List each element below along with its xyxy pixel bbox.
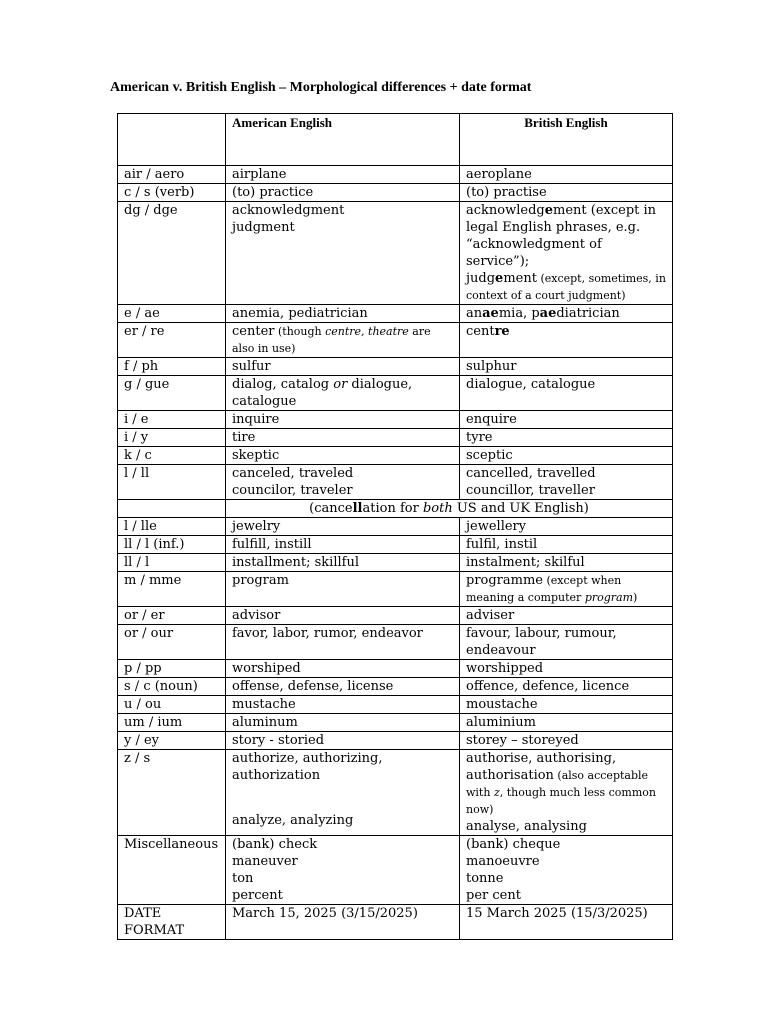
table-row [118, 429, 673, 447]
table-row [118, 500, 673, 518]
text-fragment: ) [633, 591, 638, 604]
table-row [118, 518, 673, 536]
american-cell: jewelry [226, 518, 460, 536]
italic-text: program [584, 591, 634, 604]
american-cell: tire [226, 429, 460, 447]
british-cell: (to) practise [460, 184, 673, 202]
table-row [118, 714, 673, 732]
italic-text: centre, theatre [325, 325, 409, 338]
british-cell: aluminium [460, 714, 673, 732]
american-cell: story - storied [226, 732, 460, 750]
american-cell: mustache [226, 696, 460, 714]
british-cell [460, 750, 673, 836]
table-row [118, 536, 673, 554]
british-line: tonne [466, 871, 504, 886]
row-key: um / ium [118, 714, 226, 732]
table-row [118, 607, 673, 625]
table-row [118, 836, 673, 905]
american-cell [226, 836, 460, 905]
note-text: (except, sometimes, in context of a court judgment) [466, 272, 666, 302]
row-key: g / gue [118, 376, 226, 411]
row-key: i / e [118, 411, 226, 429]
text-fragment: center [232, 324, 275, 339]
text-fragment: dialog, catalog [232, 377, 334, 392]
british-line [466, 270, 666, 304]
british-cell: aeroplane [460, 166, 673, 184]
british-cell: tyre [460, 429, 673, 447]
american-cell [226, 323, 460, 358]
american-cell: advisor [226, 607, 460, 625]
american-cell: aluminum [226, 714, 460, 732]
british-line: per cent [466, 888, 521, 903]
text-fragment: programme [466, 573, 543, 588]
british-cell [460, 572, 673, 607]
table-row [118, 184, 673, 202]
text-fragment: (except when meaning a computer [466, 574, 622, 604]
american-cell [226, 202, 460, 305]
row-key: or / er [118, 607, 226, 625]
american-cell: favor, labor, rumor, endeavor [226, 625, 460, 660]
british-cell [460, 202, 673, 305]
document-title: American v. British English – Morphological differences + date format [110, 80, 532, 95]
row-key: l / lle [118, 518, 226, 536]
text-fragment: diatrician [556, 306, 620, 321]
american-cell: fulfill, instill [226, 536, 460, 554]
british-cell: dialogue, catalogue [460, 376, 673, 411]
british-cell: fulfil, instil [460, 536, 673, 554]
header-cell-empty [118, 114, 226, 166]
italic-text: or [333, 377, 348, 392]
row-key: ll / l [118, 554, 226, 572]
text-fragment: ment (except in legal English phrases, e.g. “acknowledgment of service”); [466, 203, 657, 269]
row-key: l / ll [118, 465, 226, 500]
text-fragment: authorisation [466, 768, 554, 783]
british-cell: worshipped [460, 660, 673, 678]
text-fragment: ation for [362, 501, 423, 516]
british-cell: enquire [460, 411, 673, 429]
text-fragment: (cance [309, 501, 353, 516]
text-fragment: mia, p [498, 306, 540, 321]
spanning-note-cell [226, 500, 673, 518]
text-fragment: (also acceptable with [466, 769, 649, 799]
table-row [118, 465, 673, 500]
british-cell [460, 465, 673, 500]
american-line: acknowledgment [232, 203, 345, 218]
table-row [118, 411, 673, 429]
table-row [118, 696, 673, 714]
american-cell: March 15, 2025 (3/15/2025) [226, 905, 460, 940]
row-key: Miscellaneous [118, 836, 226, 905]
american-cell [226, 465, 460, 500]
american-line: ton [232, 871, 254, 886]
highlight-letters: ae [539, 306, 557, 321]
text-fragment: cent [466, 324, 495, 339]
row-key: ll / l (inf.) [118, 536, 226, 554]
american-cell [226, 750, 460, 836]
american-cell: installment; skillful [226, 554, 460, 572]
row-key: z / s [118, 750, 226, 836]
american-cell [226, 376, 460, 411]
table-row [118, 202, 673, 305]
header-american: American English [226, 114, 460, 166]
british-cell [460, 323, 673, 358]
american-line: canceled, traveled [232, 466, 354, 481]
british-cell [460, 836, 673, 905]
text-fragment: dialogue, catalogue [232, 377, 413, 409]
british-cell [460, 305, 673, 323]
table-row [118, 905, 673, 940]
table-row [118, 323, 673, 358]
british-line: authorise, authorising, [466, 751, 617, 766]
row-key: s / c (noun) [118, 678, 226, 696]
british-cell: storey – storeyed [460, 732, 673, 750]
row-key: k / c [118, 447, 226, 465]
american-line: judgment [232, 220, 295, 235]
italic-text: both [422, 501, 453, 516]
row-key: m / mme [118, 572, 226, 607]
american-cell: program [226, 572, 460, 607]
text-fragment: judg [466, 271, 496, 286]
american-line: (bank) check [232, 837, 318, 852]
british-cell: favour, labour, rumour, endeavour [460, 625, 673, 660]
table-row [118, 660, 673, 678]
line-gap [232, 784, 453, 812]
british-cell: moustache [460, 696, 673, 714]
italic-text: z [493, 786, 500, 799]
table-row [118, 358, 673, 376]
table-row [118, 750, 673, 836]
american-cell: sulfur [226, 358, 460, 376]
table-row [118, 305, 673, 323]
american-line: authorize, authorizing, authorization [232, 751, 383, 783]
text-fragment: an [466, 306, 483, 321]
british-line: cancelled, travelled [466, 466, 596, 481]
american-cell: airplane [226, 166, 460, 184]
american-cell: anemia, pediatrician [226, 305, 460, 323]
american-cell: offense, defense, license [226, 678, 460, 696]
british-cell: instalment; skilful [460, 554, 673, 572]
british-line: (bank) cheque [466, 837, 561, 852]
british-cell: jewellery [460, 518, 673, 536]
text-fragment: ment [503, 271, 537, 286]
american-cell: skeptic [226, 447, 460, 465]
table-row [118, 572, 673, 607]
british-cell: 15 March 2025 (15/3/2025) [460, 905, 673, 940]
british-line [466, 202, 666, 270]
american-cell: worshiped [226, 660, 460, 678]
highlight-letters: e [544, 203, 554, 218]
british-line [466, 767, 666, 818]
text-fragment: (though [274, 325, 326, 338]
british-cell: adviser [460, 607, 673, 625]
text-fragment: US and UK English) [452, 501, 589, 516]
comparison-table [117, 113, 673, 940]
row-key: e / ae [118, 305, 226, 323]
highlight-letters: ae [482, 306, 499, 321]
row-key: c / s (verb) [118, 184, 226, 202]
text-fragment: acknowledg [466, 203, 545, 218]
british-cell: sceptic [460, 447, 673, 465]
row-key: u / ou [118, 696, 226, 714]
row-key: er / re [118, 323, 226, 358]
british-line: councillor, traveller [466, 483, 595, 498]
row-key: f / ph [118, 358, 226, 376]
highlight-letters: re [494, 324, 510, 339]
table-row [118, 554, 673, 572]
row-key: DATE FORMAT [118, 905, 226, 940]
table-row [118, 447, 673, 465]
text-fragment: , though much less common now) [466, 786, 656, 816]
row-key: dg / dge [118, 202, 226, 305]
table-header-row [118, 114, 673, 166]
header-british: British English [460, 114, 673, 166]
row-key: p / pp [118, 660, 226, 678]
row-key: air / aero [118, 166, 226, 184]
row-key: i / y [118, 429, 226, 447]
british-cell: sulphur [460, 358, 673, 376]
highlight-letters: e [495, 271, 504, 286]
table-row [118, 166, 673, 184]
american-line: percent [232, 888, 283, 903]
table-row [118, 376, 673, 411]
highlight-letters: ll [352, 501, 363, 516]
british-line: manoeuvre [466, 854, 540, 869]
table-row [118, 625, 673, 660]
row-key [118, 500, 226, 518]
table-row [118, 678, 673, 696]
american-line: councilor, traveler [232, 483, 353, 498]
american-cell: inquire [226, 411, 460, 429]
american-line: maneuver [232, 854, 298, 869]
table-row [118, 732, 673, 750]
row-key: y / ey [118, 732, 226, 750]
british-line: analyse, analysing [466, 819, 587, 834]
american-line: analyze, analyzing [232, 813, 354, 828]
british-cell: offence, defence, licence [460, 678, 673, 696]
row-key: or / our [118, 625, 226, 660]
american-cell: (to) practice [226, 184, 460, 202]
text-fragment: are also in use) [232, 325, 431, 355]
